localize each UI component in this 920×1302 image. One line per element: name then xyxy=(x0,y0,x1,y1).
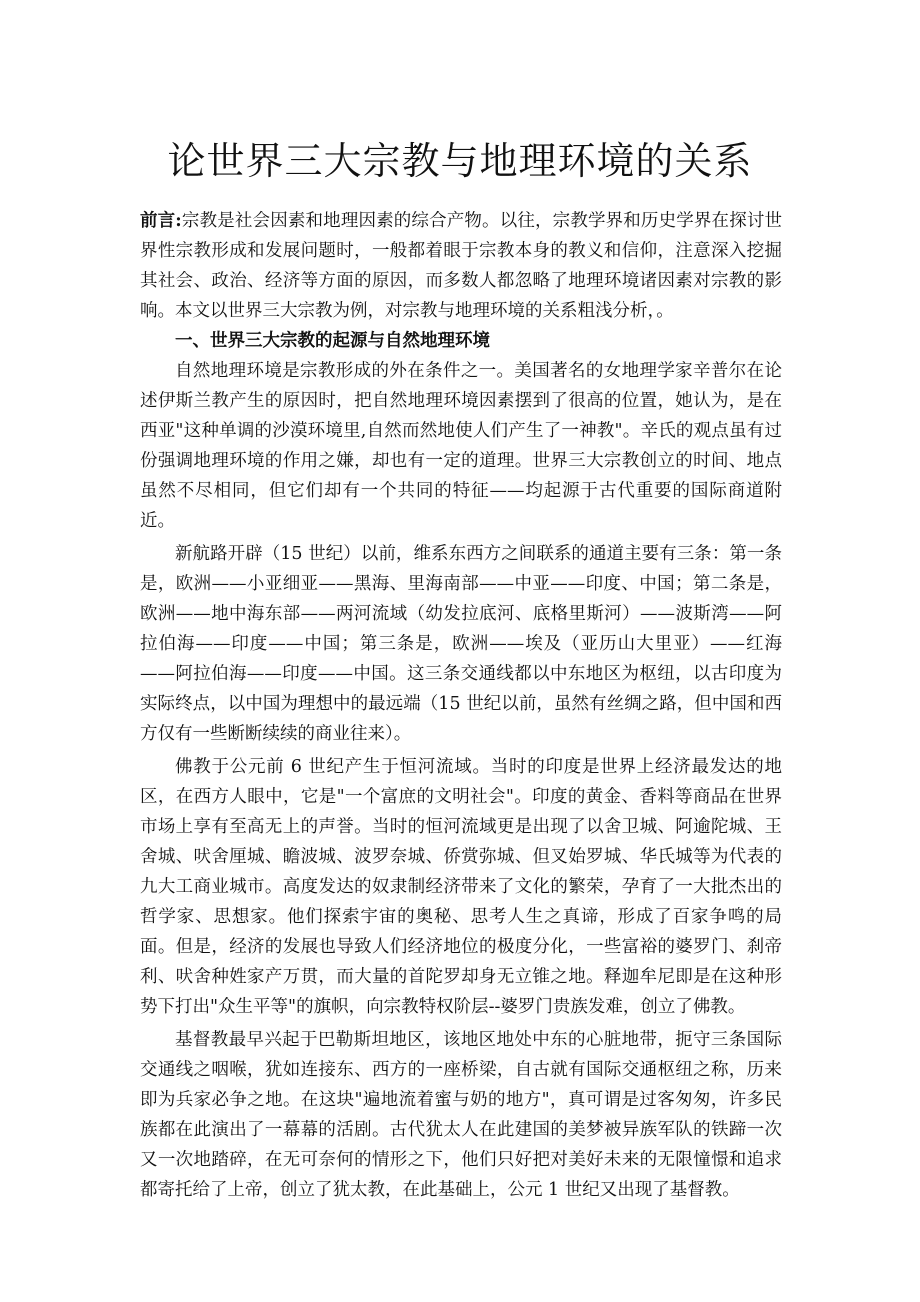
body-paragraph-1: 自然地理环境是宗教形成的外在条件之一。美国著名的女地理学家辛普尔在论述伊斯兰教产生的原因时，把自然地理环境因素摆到了很高的位置，她认为，是在西亚"这种单调的沙漠环境里,自然而然地使人们产生了一神教"。辛氏的观点虽有过份强调地理环境的作用之嫌，却也有一定的道理。世界三大宗教创立的时间、地点虽然不尽相同，但它们却有一个共同的特征——均起源于古代重要的国际商道附近。 xyxy=(140,361,782,531)
body-paragraph-3: 佛教于公元前 6 世纪产生于恒河流域。当时的印度是世界上经济最发达的地区，在西方人眼中，它是"一个富庶的文明社会"。印度的黄金、香料等商品在世界市场上享有至高无上的声誉。当时的恒河流域更是出现了以舍卫城、阿逾陀城、王舍城、吠舍厘城、瞻波城、波罗奈城、侨赏弥城、但叉始罗城、华氏城等为代表的九大工商业城市。高度发达的奴隶制经济带来了文化的繁荣，孕育了一大批杰出的哲学家、思想家。他们探索宇宙的奥秘、思考人生之真谛，形成了百家争鸣的局面。但是，经济的发展也导致人们经济地位的极度分化，一些富裕的婆罗门、刹帝利、吠舍种姓家产万贯，而大量的首陀罗却身无立锥之地。释迦牟尼即是在这种形势下打出"众生平等"的旗帜，向宗教特权阶层--婆罗门贵族发难，创立了佛教。 xyxy=(140,757,782,1017)
intro-paragraph xyxy=(140,206,782,326)
intro-label: 前言: xyxy=(140,211,182,231)
body-paragraph-4: 基督教最早兴起于巴勒斯坦地区，该地区地处中东的心脏地带，扼守三条国际交通线之咽喉，犹如连接东、西方的一座桥梁，自古就有国际交通枢纽之称，历来即为兵家必争之地。在这块"遍地流着蜜与奶的地方"，真可谓是过客匆匆，许多民族都在此演出了一幕幕的活剧。古代犹太人在此建国的美梦被异族军队的铁蹄一次又一次地踏碎，在无可奈何的情形之下，他们只好把对美好未来的无限憧憬和追求都寄托给了上帝，创立了犹太教，在此基础上，公元 1 世纪又出现了基督教。 xyxy=(140,1030,782,1200)
intro-text: 宗教是社会因素和地理因素的综合产物。以往，宗教学界和历史学界在探讨世界性宗教形成和发展问题时，一般都着眼于宗教本身的教义和信仰，注意深入挖掘其社会、政治、经济等方面的原因，而多数人都忽略了地理环境诸因素对宗教的影响。本文以世界三大宗教为例，对宗教与地理环境的关系粗浅分析，。 xyxy=(140,211,783,321)
document-body xyxy=(140,206,782,1205)
section-heading: 一、世界三大宗教的起源与自然地理环境 xyxy=(175,331,490,351)
body-paragraph-2: 新航路开辟（15 世纪）以前，维系东西方之间联系的通道主要有三条：第一条是，欧洲——小亚细亚——黑海、里海南部——中亚——印度、中国；第二条是，欧洲——地中海东部——两河流域（幼发拉底河、底格里斯河）——波斯湾——阿拉伯海——印度——中国；第三条是，欧洲——埃及（亚历山大里亚）——红海——阿拉伯海——印度——中国。这三条交通线都以中东地区为枢纽，以古印度为实际终点，以中国为理想中的最远端（15 世纪以前，虽然有丝绸之路，但中国和西方仅有一些断断续续的商业往来）。 xyxy=(140,544,782,744)
document-title: 论世界三大宗教与地理环境的关系 xyxy=(167,139,753,183)
